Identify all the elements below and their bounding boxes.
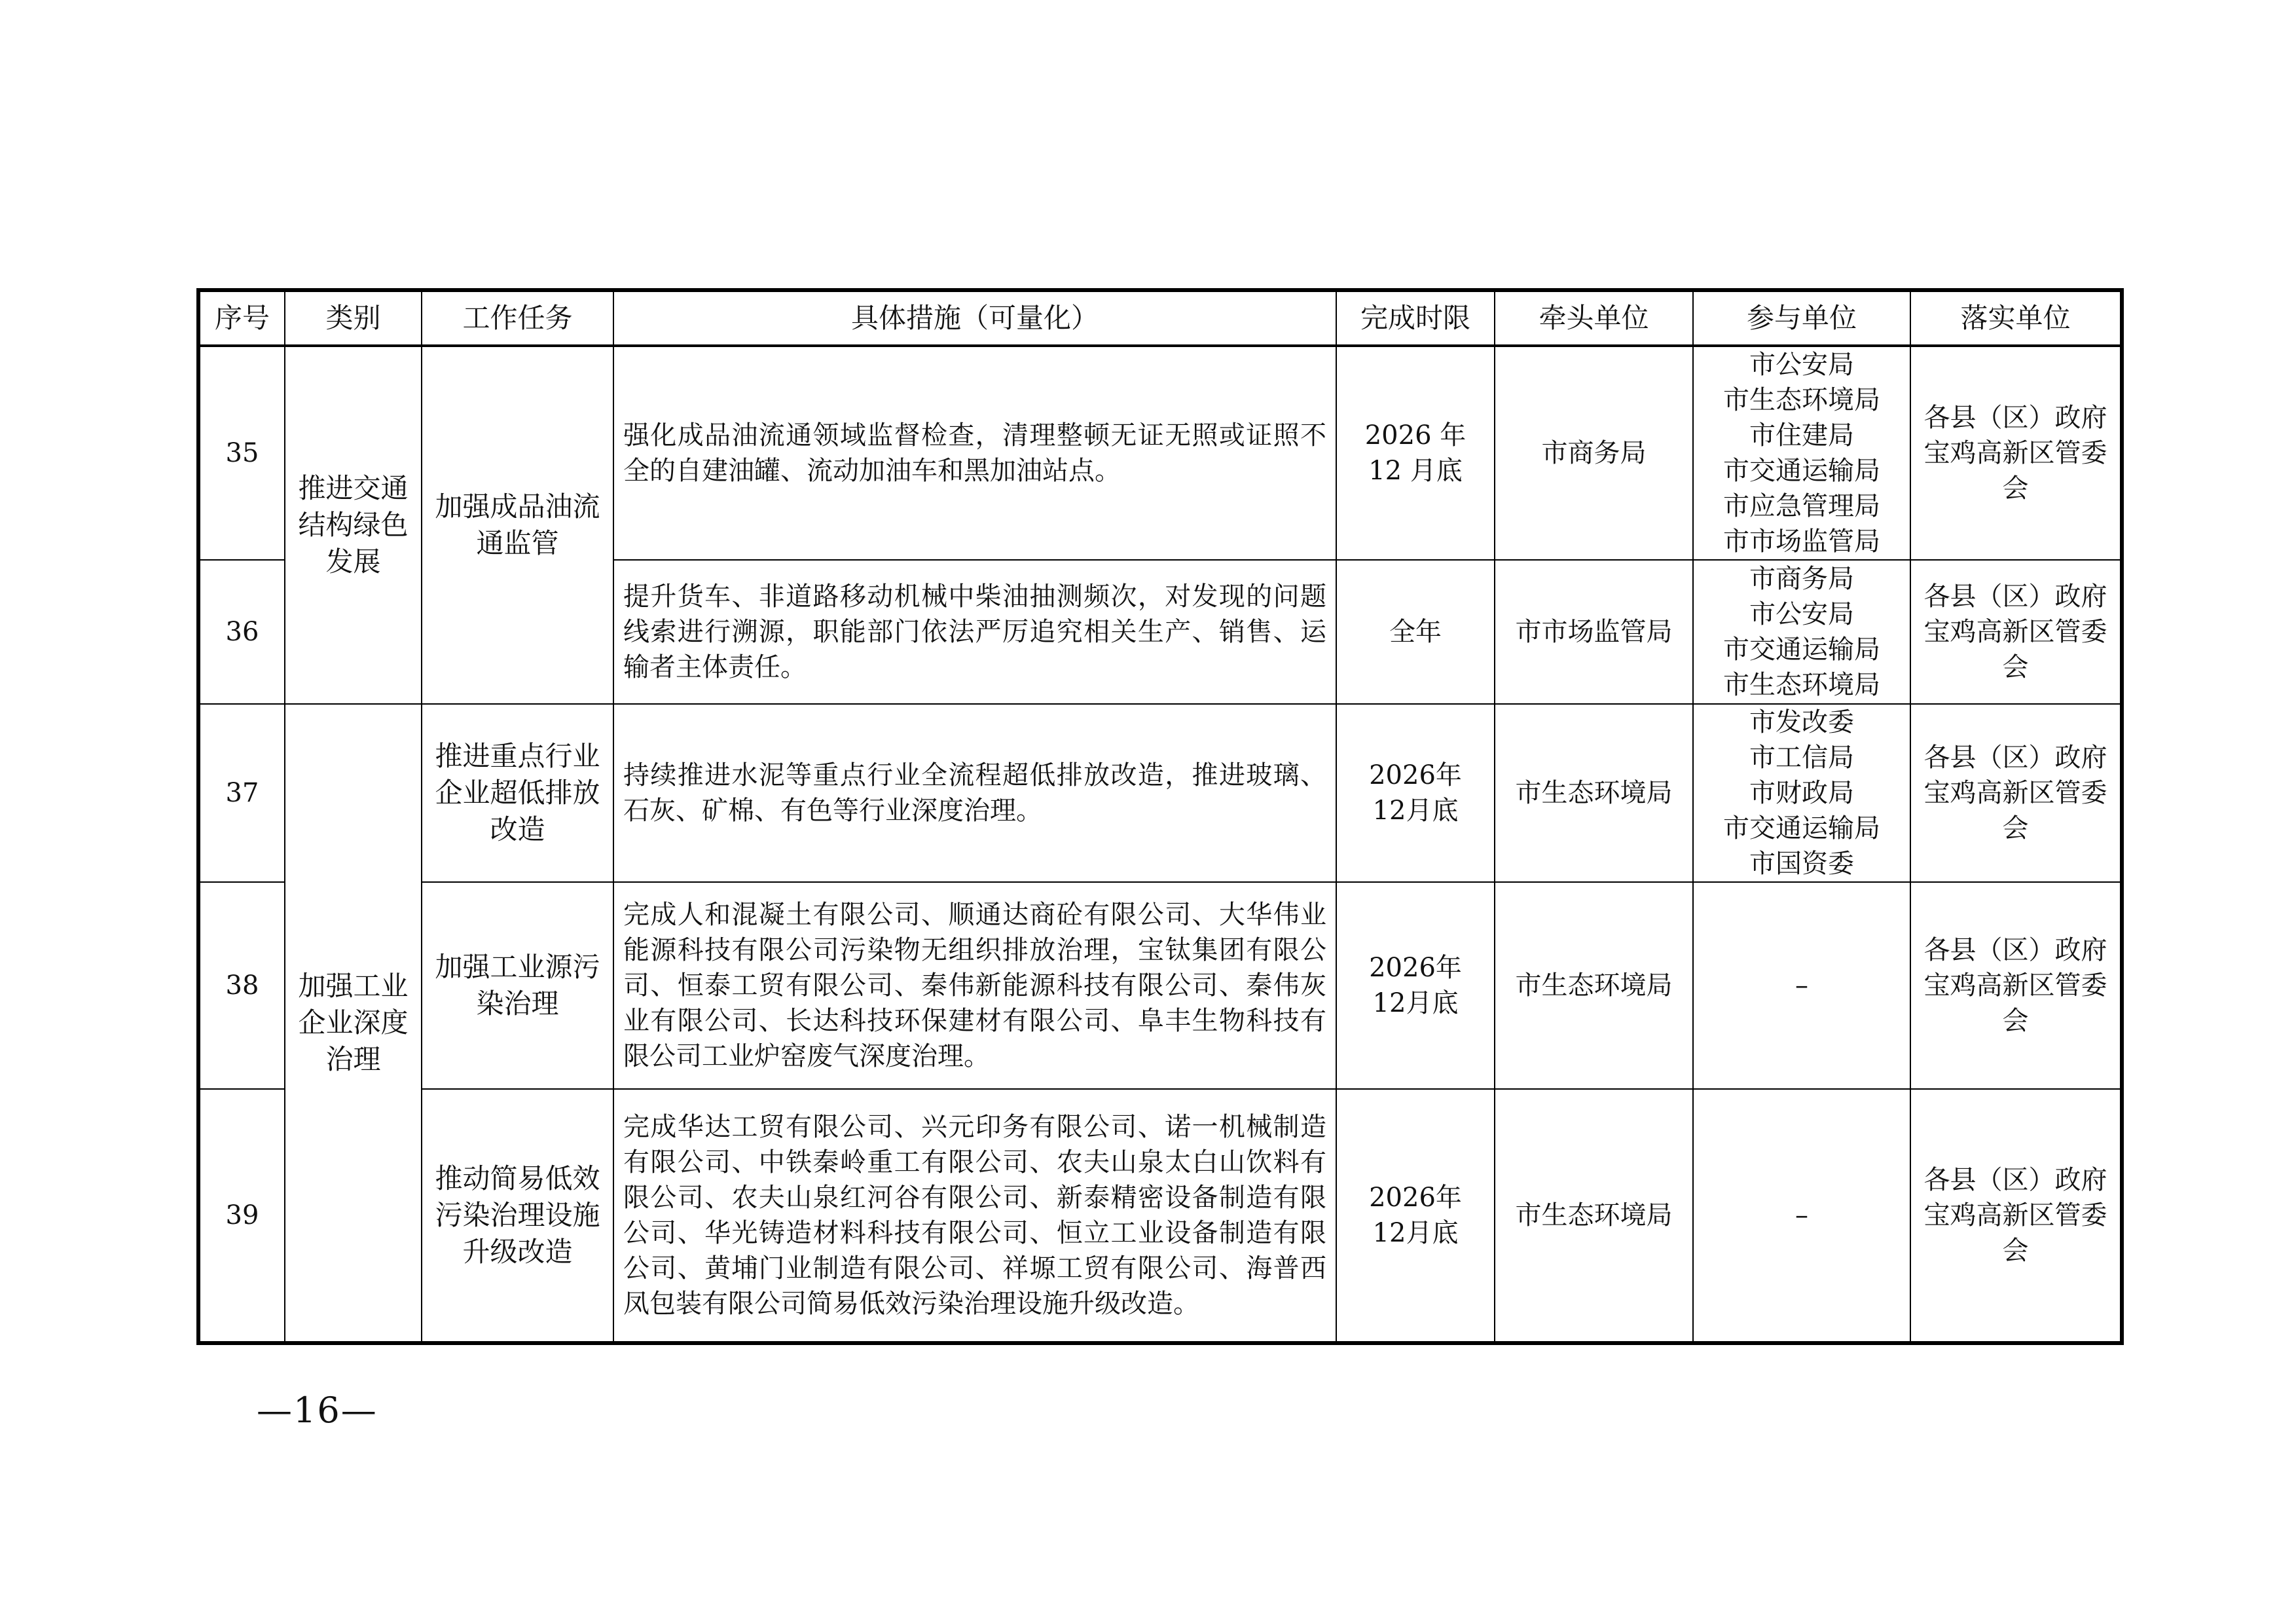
header-no: 序号: [198, 290, 285, 346]
table-row: [198, 882, 2122, 1089]
header-participants: 参与单位: [1693, 290, 1910, 346]
lead-cell: 市生态环境局: [1495, 1089, 1693, 1343]
task-cell: [422, 704, 613, 882]
deadline-cell: [1336, 560, 1495, 704]
row-no: 38: [198, 882, 285, 1089]
task-cell: [422, 346, 613, 704]
lead-cell: 市生态环境局: [1495, 882, 1693, 1089]
task-line: 染治理: [476, 987, 559, 1020]
deadline-line: 12月底: [1372, 1218, 1459, 1248]
implementer: 宝鸡高新区管委会: [1923, 617, 2107, 682]
table-row: [198, 346, 2122, 560]
implementer: 宝鸡高新区管委会: [1923, 778, 2107, 843]
task-line: 污染治理设施: [435, 1199, 600, 1231]
deadline-line: 2026年: [1369, 953, 1462, 983]
measure-cell: 强化成品油流通领域监督检查，清理整顿无证无照或证照不全的自建油罐、流动加油车和黑加油站点。: [613, 346, 1336, 560]
participant: 市国资委: [1749, 849, 1854, 879]
measure-cell: 持续推进水泥等重点行业全流程超低排放改造，推进玻璃、石灰、矿棉、有色等行业深度治理。: [613, 704, 1336, 882]
participant: 市工信局: [1749, 743, 1854, 773]
participant: 市住建局: [1749, 420, 1854, 451]
participant: 市公安局: [1749, 599, 1854, 629]
task-cell: [422, 1089, 613, 1343]
row-no: 39: [198, 1089, 285, 1343]
task-line: 通监管: [476, 527, 559, 559]
lead-cell: 市商务局: [1495, 346, 1693, 560]
row-no: 35: [198, 346, 285, 560]
category-line: 结构绿色: [298, 509, 409, 541]
category-cell: [285, 704, 422, 1343]
lead-cell: 市市场监管局: [1495, 560, 1693, 704]
header-implementers: 落实单位: [1910, 290, 2122, 346]
participants-cell: –: [1693, 1089, 1910, 1343]
participant: 市交通运输局: [1723, 813, 1880, 843]
participants-cell: [1693, 346, 1910, 560]
participants-cell: –: [1693, 882, 1910, 1089]
implementer: 各县（区）政府: [1923, 403, 2107, 433]
implementers-cell: [1910, 704, 2122, 882]
participants-cell: [1693, 704, 1910, 882]
header-measure: 具体措施（可量化）: [613, 290, 1336, 346]
implementer: 宝鸡高新区管委会: [1923, 438, 2107, 504]
participant: 市发改委: [1749, 707, 1854, 737]
participant: 市交通运输局: [1723, 635, 1880, 665]
deadline-line: 2026年: [1369, 760, 1462, 790]
participant: 市公安局: [1749, 350, 1854, 380]
table-row: [198, 704, 2122, 882]
deadline-cell: [1336, 882, 1495, 1089]
implementer: 各县（区）政府: [1923, 581, 2107, 612]
row-no: 37: [198, 704, 285, 882]
category-line: 发展: [325, 545, 381, 578]
page-number: —16—: [257, 1390, 378, 1431]
lead-cell: 市生态环境局: [1495, 704, 1693, 882]
implementers-cell: [1910, 346, 2122, 560]
task-line: 加强工业源污: [435, 951, 600, 983]
deadline-line: 2026 年: [1364, 420, 1467, 451]
deadline-line: 12 月底: [1368, 456, 1463, 486]
header-lead: 牵头单位: [1495, 290, 1693, 346]
task-line: 改造: [490, 813, 545, 845]
measure-cell: 完成人和混凝土有限公司、顺通达商砼有限公司、大华伟业能源科技有限公司污染物无组织排放治理，宝钛集团有限公司、恒泰工贸有限公司、秦伟新能源科技有限公司、秦伟灰业有限公司、长达科技环保建材有限公司、阜丰生物科技有限公司工业炉窑废气深度治理。: [613, 882, 1336, 1089]
measure-cell: 完成华达工贸有限公司、兴元印务有限公司、诺一机械制造有限公司、中铁秦岭重工有限公司、农夫山泉太白山饮料有限公司、农夫山泉红河谷有限公司、新泰精密设备制造有限公司、华光铸造材料科技有限公司、恒立工业设备制造有限公司、黄埔门业制造有限公司、祥塬工贸有限公司、海普西凤包装有限公司简易低效污染治理设施升级改造。: [613, 1089, 1336, 1343]
participant: 市交通运输局: [1723, 456, 1880, 486]
participant: 市财政局: [1749, 778, 1854, 808]
task-line: 推动简易低效: [435, 1162, 600, 1194]
task-line: 企业超低排放: [435, 777, 600, 809]
measures-table: [196, 288, 2124, 1345]
participant: 市应急管理局: [1723, 491, 1880, 521]
category-line: 企业深度: [298, 1006, 409, 1039]
task-line: 加强成品油流: [435, 490, 600, 523]
deadline-line: 12月底: [1372, 988, 1459, 1018]
deadline-cell: [1336, 1089, 1495, 1343]
deadline-line: 12月底: [1372, 796, 1459, 826]
category-line: 治理: [325, 1043, 381, 1075]
deadline-cell: [1336, 346, 1495, 560]
deadline-line: 全年: [1389, 617, 1442, 647]
header-deadline: 完成时限: [1336, 290, 1495, 346]
header-task: 工作任务: [422, 290, 613, 346]
implementer: 宝鸡高新区管委会: [1923, 970, 2107, 1036]
table-header-row: [198, 290, 2122, 346]
implementer: 各县（区）政府: [1923, 935, 2107, 965]
category-line: 推进交通: [298, 472, 409, 504]
deadline-cell: [1336, 704, 1495, 882]
implementer: 宝鸡高新区管委会: [1923, 1200, 2107, 1266]
category-line: 加强工业: [298, 970, 409, 1002]
implementers-cell: [1910, 882, 2122, 1089]
implementers-cell: [1910, 560, 2122, 704]
category-cell: [285, 346, 422, 704]
participant: 市生态环境局: [1723, 670, 1880, 700]
table-row: [198, 1089, 2122, 1343]
participants-cell: [1693, 560, 1910, 704]
task-line: 升级改造: [462, 1236, 573, 1268]
row-no: 36: [198, 560, 285, 704]
task-cell: [422, 882, 613, 1089]
implementer: 各县（区）政府: [1923, 743, 2107, 773]
implementer: 各县（区）政府: [1923, 1165, 2107, 1195]
measure-cell: 提升货车、非道路移动机械中柴油抽测频次，对发现的问题线索进行溯源，职能部门依法严厉追究相关生产、销售、运输者主体责任。: [613, 560, 1336, 704]
participant: 市商务局: [1749, 564, 1854, 594]
deadline-line: 2026年: [1369, 1183, 1462, 1213]
participant: 市市场监管局: [1723, 526, 1880, 557]
implementers-cell: [1910, 1089, 2122, 1343]
task-line: 推进重点行业: [435, 740, 600, 772]
participant: 市生态环境局: [1723, 385, 1880, 415]
header-category: 类别: [285, 290, 422, 346]
